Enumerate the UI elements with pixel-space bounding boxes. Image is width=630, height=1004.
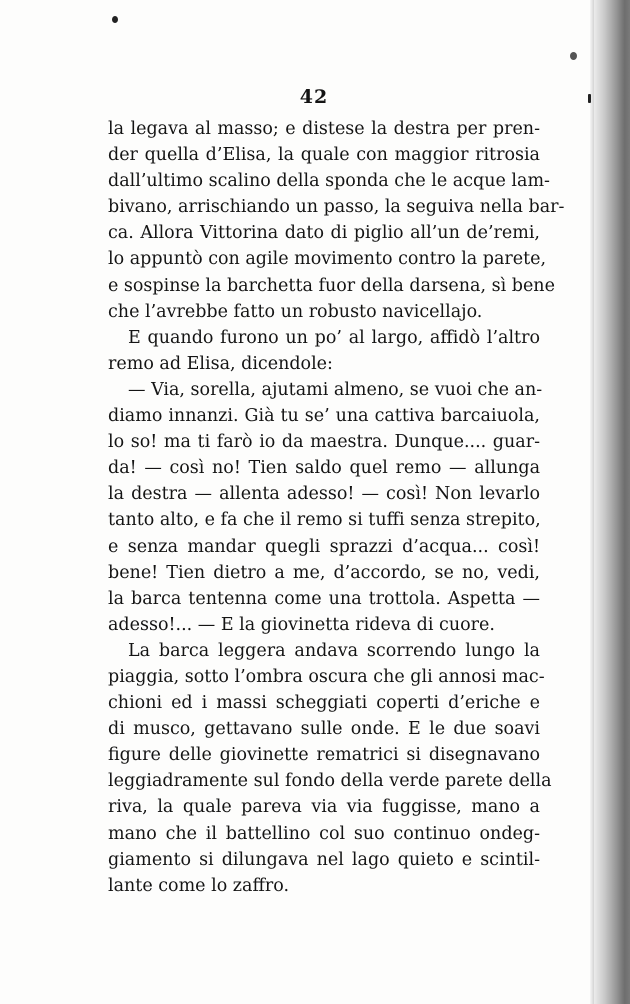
book-spine — [594, 0, 630, 1004]
text-line: lante come lo zaffro. — [108, 875, 290, 896]
text-line: der quella d’Elisa, la quale con maggior ritrosia — [108, 145, 540, 166]
text-line: tanto alto, e fa che il remo si tuffi senza strepito, — [108, 510, 541, 531]
text-line: adesso!... — E la giovinetta rideva di cuore. — [108, 614, 495, 635]
text-line: ca. Allora Vittorina dato di piglio all’un de’remi, — [108, 223, 540, 244]
text-line: da! — così no! Tien saldo quel remo — allunga — [108, 458, 540, 479]
text-line: la destra — allenta adesso! — così! Non levarlo — [108, 484, 540, 505]
body-text — [108, 116, 565, 899]
text-line: e sospinse la barchetta fuor della darsena, sì bene — [108, 275, 555, 296]
page-number: 42 — [299, 86, 329, 108]
text-line: lo so! ma ti farò io da maestra. Dunque.... guar- — [108, 432, 540, 453]
text-line: diamo innanzi. Già tu se’ una cattiva barcaiuola, — [108, 406, 540, 427]
ink-speck-top-left — [112, 16, 118, 23]
text-line: leggiadramente sul fondo della verde parete della — [108, 771, 552, 792]
text-line: — Via, sorella, ajutami almeno, se vuoi che an- — [128, 379, 543, 400]
text-line: mano che il battellino col suo continuo ondeg- — [108, 823, 540, 844]
text-line: figure delle giovinette rematrici si disegnavano — [108, 745, 540, 766]
text-line: di musco, gettavano sulle onde. E le due soavi — [108, 719, 540, 740]
text-line: La barca leggera andava scorrendo lungo la — [128, 640, 540, 661]
text-line: bivano, arrischiando un passo, la seguiva nella bar- — [108, 197, 565, 218]
text-line: che l’avrebbe fatto un robusto navicellajo. — [108, 301, 483, 322]
text-line: remo ad Elisa, dicendole: — [108, 353, 333, 374]
text-line: e senza mandar quegli sprazzi d’acqua... così! — [108, 536, 540, 557]
ink-speck-top-right — [570, 52, 577, 60]
text-line: lo appuntò con agile movimento contro la parete, — [108, 249, 547, 270]
text-line: bene! Tien dietro a me, d’accordo, se no, vedi, — [108, 562, 540, 583]
text-line: la legava al masso; e distese la destra per pren- — [108, 119, 540, 139]
text-line: E quando furono un po’ al largo, affidò l’altro — [128, 327, 540, 348]
text-line: giamento si dilungava nel lago quieto e scintil- — [108, 849, 540, 870]
text-line: riva, la quale pareva via via fuggisse, mano a — [108, 797, 540, 818]
text-line: la barca tentenna come una trottola. Aspetta — — [108, 588, 540, 609]
text-line: dall’ultimo scalino della sponda che le acque lam- — [108, 171, 550, 192]
text-line: piaggia, sotto l’ombra oscura che gli annosi mac- — [108, 666, 545, 687]
text-line: chioni ed i massi scheggiati coperti d’eriche e — [108, 693, 540, 714]
